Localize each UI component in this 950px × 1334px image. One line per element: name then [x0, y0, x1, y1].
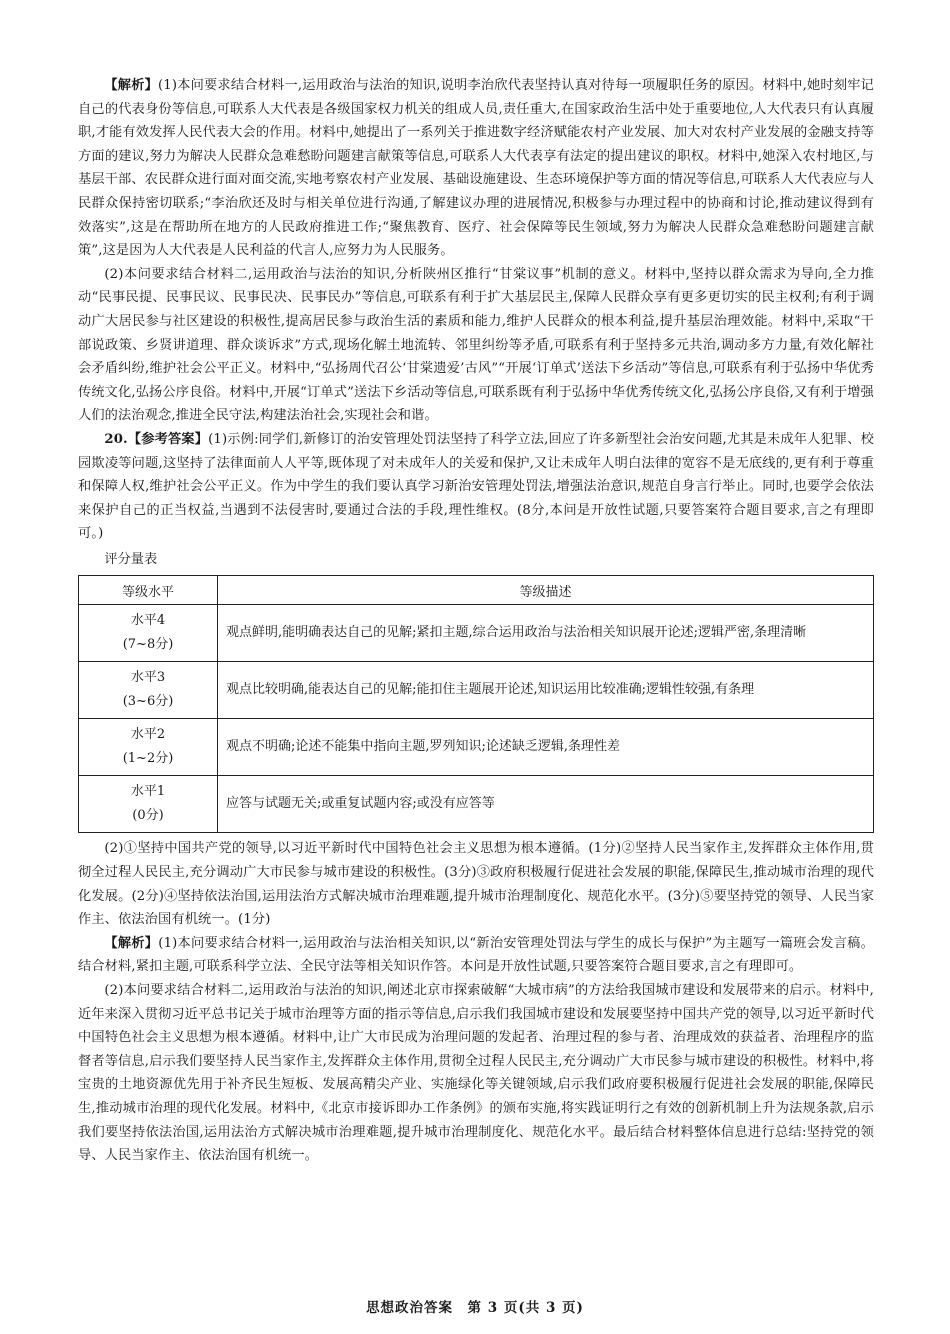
q20-analysis-part1 — [78, 932, 874, 979]
table-row — [79, 605, 874, 662]
q20-analysis-part2 — [78, 979, 874, 1168]
level-cell — [79, 776, 218, 833]
level-cell — [79, 662, 218, 719]
level-description: 观点鲜明,能明确表达自己的见解;紧扣主题,综合运用政治与法治相关知识展开论述;逻辑严密,条理清晰 — [218, 605, 874, 662]
table-row — [79, 662, 874, 719]
header-description: 等级描述 — [218, 576, 874, 605]
rubric-caption: 评分量表 — [104, 551, 158, 567]
scoring-rubric-table — [78, 575, 874, 833]
level-score: (7~8分) — [122, 637, 174, 653]
level-score: (3~6分) — [122, 694, 174, 710]
level-description: 观点比较明确,能表达自己的见解;能扣住主题展开论述,知识运用比较准确;逻辑性较强,有条理 — [218, 662, 874, 719]
q19-analysis-part1 — [78, 74, 874, 263]
page-footer: 思想政治答案 第 3 页(共 3 页) — [366, 1300, 584, 1316]
answer-tag: 20.【参考答案】 — [104, 431, 209, 447]
analysis-tag: 【解析】 — [104, 935, 159, 951]
level-name: 水平3 — [130, 670, 166, 686]
level-cell — [79, 719, 218, 776]
level-name: 水平1 — [130, 784, 166, 800]
analysis-text: (1)本问要求结合材料一,运用政治与法治的知识,说明李治欣代表坚持认真对待每一项履职任务的原因。材料中,她时刻牢记自己的代表身份等信息,可联系人大代表是各级国家权力机关的组成人员,责任重大,在国家政治生活中处于重要地位,人大代表只有认真履职,才能有效发挥人民代表大会的作用。材料中,她提出了一系列关于推进数字经济赋能农村产业发展、加大对农村产业发展的金融支持等方面的建议,努力为解决人民群众急难愁盼问题建言献策等信息,可联系人大代表享有法定的提出建议的职权。材料中,她深入农村地区,与基层干部、农民群众进行面对面交流,实地考察农村产业发展、基础设施建设、生态环境保护等方面的情况等信息,可联系人大代表应与人民群众保持密切联系;“李治欣还及时与相关单位进行沟通,了解建议办理的进展情况,积极参与办理过程中的协商和讨论,推动建议得到有效落实”,这是在帮助所在地方的人民政府推进工作;“聚焦教育、医疗、社会保障等民生领域,努力为解决人民群众急难愁盼问题建言献策”,这是因为人大代表是人民利益的代言人,应努力为人民服务。 — [78, 78, 874, 259]
header-level: 等级水平 — [79, 576, 218, 605]
q20-reference-answer-part2 — [78, 837, 874, 931]
level-cell — [79, 605, 218, 662]
level-score: (1~2分) — [122, 751, 174, 767]
level-description: 观点不明确;论述不能集中指向主题,罗列知识;论述缺乏逻辑,条理性差 — [218, 719, 874, 776]
analysis-text: (1)本问要求结合材料一,运用政治与法治相关知识,以“新治安管理处罚法与学生的成长与保护”为主题写一篇班会发言稿。结合材料,紧扣主题,可联系科学立法、全民守法等相关知识作答。本问是开放性试题,只要答案符合题目要求,言之有理即可。 — [78, 935, 874, 975]
analysis-text: (2)本问要求结合材料二,运用政治与法治的知识,阐述北京市探索破解“大城市病”的方法给我国城市建设和发展带来的启示。材料中,近年来深入贯彻习近平总书记关于城市治理等方面的指示等信息,启示我们我国城市建设和发展要坚持中国共产党的领导,以习近平新时代中国特色社会主义思想为根本遵循。材料中,让广大市民成为治理问题的发起者、治理过程的参与者、治理成效的获益者、治理程序的监督者等信息,启示我们要坚持人民当家作主,发挥群众主体作用,贯彻全过程人民民主,充分调动广大市民参与城市建设的积极性。材料中,将宝贵的土地资源优先用于补齐民生短板、发展高精尖产业、实施绿化等关键领域,启示我们政府要积极履行促进社会发展的职能,保障民生,推动城市治理的现代化发展。材料中,《北京市接诉即办工作条例》的颁布实施,将实践证明行之有效的创新机制上升为法规条款,启示我们要坚持依法治国,运用法治方式解决城市治理难题,提升城市治理制度化、规范化水平。最后结合材料整体信息进行总结:坚持党的领导、人民当家作主、依法治国有机统一。 — [78, 983, 874, 1164]
level-name: 水平2 — [130, 727, 166, 743]
q19-analysis-part2 — [78, 263, 874, 428]
table-row — [79, 719, 874, 776]
level-description: 应答与试题无关;或重复试题内容;或没有应答等 — [218, 776, 874, 833]
answer-text: (2)①坚持中国共产党的领导,以习近平新时代中国特色社会主义思想为根本遵循。(1分)②坚持人民当家作主,发挥群众主体作用,贯彻全过程人民民主,充分调动广大市民参与城市建设的积极性。(3分)③政府积极履行促进社会发展的职能,保障民生,推动城市治理的现代化发展。(2分)④坚持依法治国,运用法治方式解决城市治理难题,提升城市治理制度化、规范化水平。(3分)⑤要坚持党的领导、人民当家作主、依法治国有机统一。(1分) — [78, 841, 874, 928]
table-row — [79, 776, 874, 833]
level-score: (0分) — [132, 808, 164, 824]
q20-reference-answer — [78, 428, 874, 546]
analysis-text: (2)本问要求结合材料二,运用政治与法治的知识,分析陕州区推行“甘棠议事”机制的意义。材料中,坚持以群众需求为导向,全力推动“民事民提、民事民议、民事民决、民事民办”等信息,可联系有利于扩大基层民主,保障人民群众享有更多更切实的民主权利;有利于调动广大居民参与社区建设的积极性,提高居民参与政治生活的素质和能力,维护人民群众的根本利益,提升基层治理效能。材料中,采取“干部说政策、乡贤讲道理、群众谈诉求”方式,现场化解土地流转、邻里纠纷等矛盾,可联系有利于坚持多元共治,调动多方力量,有效化解社会矛盾纠纷,维护社会公平正义。材料中,“弘扬周代召公‘甘棠遗爱’古风”“开展‘订单式’送法下乡活动”等信息,可联系有利于弘扬中华优秀传统文化,弘扬公序良俗。材料中,开展“订单式”送法下乡活动等信息,可联系既有利于弘扬中华优秀传统文化,弘扬公序良俗,又有利于增强人们的法治观念,推进全民守法,构建法治社会,实现社会和谐。 — [78, 266, 874, 424]
analysis-tag: 【解析】 — [104, 78, 159, 93]
answer-text: (1)示例:同学们,新修订的治安管理处罚法坚持了科学立法,回应了许多新型社会治安问题,尤其是未成年人犯罪、校园欺凌等问题,这坚持了法律面前人人平等,既体现了对未成年人的关爱和保护,又让未成年人明白法律的宽容不是无底线的,更有利于尊重和保障人权,维护社会公平正义。作为中学生的我们要认真学习新治安管理处罚法,增强法治意识,规范自身言行举止。同时,也要学会依法来保护自己的正当权益,当遇到不法侵害时,要通过合法的手段,理性维权。(8分,本问是开放性试题,只要答案符合题目要求,言之有理即可。) — [78, 431, 874, 542]
table-header-row — [79, 576, 874, 605]
answer-page — [78, 74, 874, 1168]
level-name: 水平4 — [130, 613, 166, 629]
